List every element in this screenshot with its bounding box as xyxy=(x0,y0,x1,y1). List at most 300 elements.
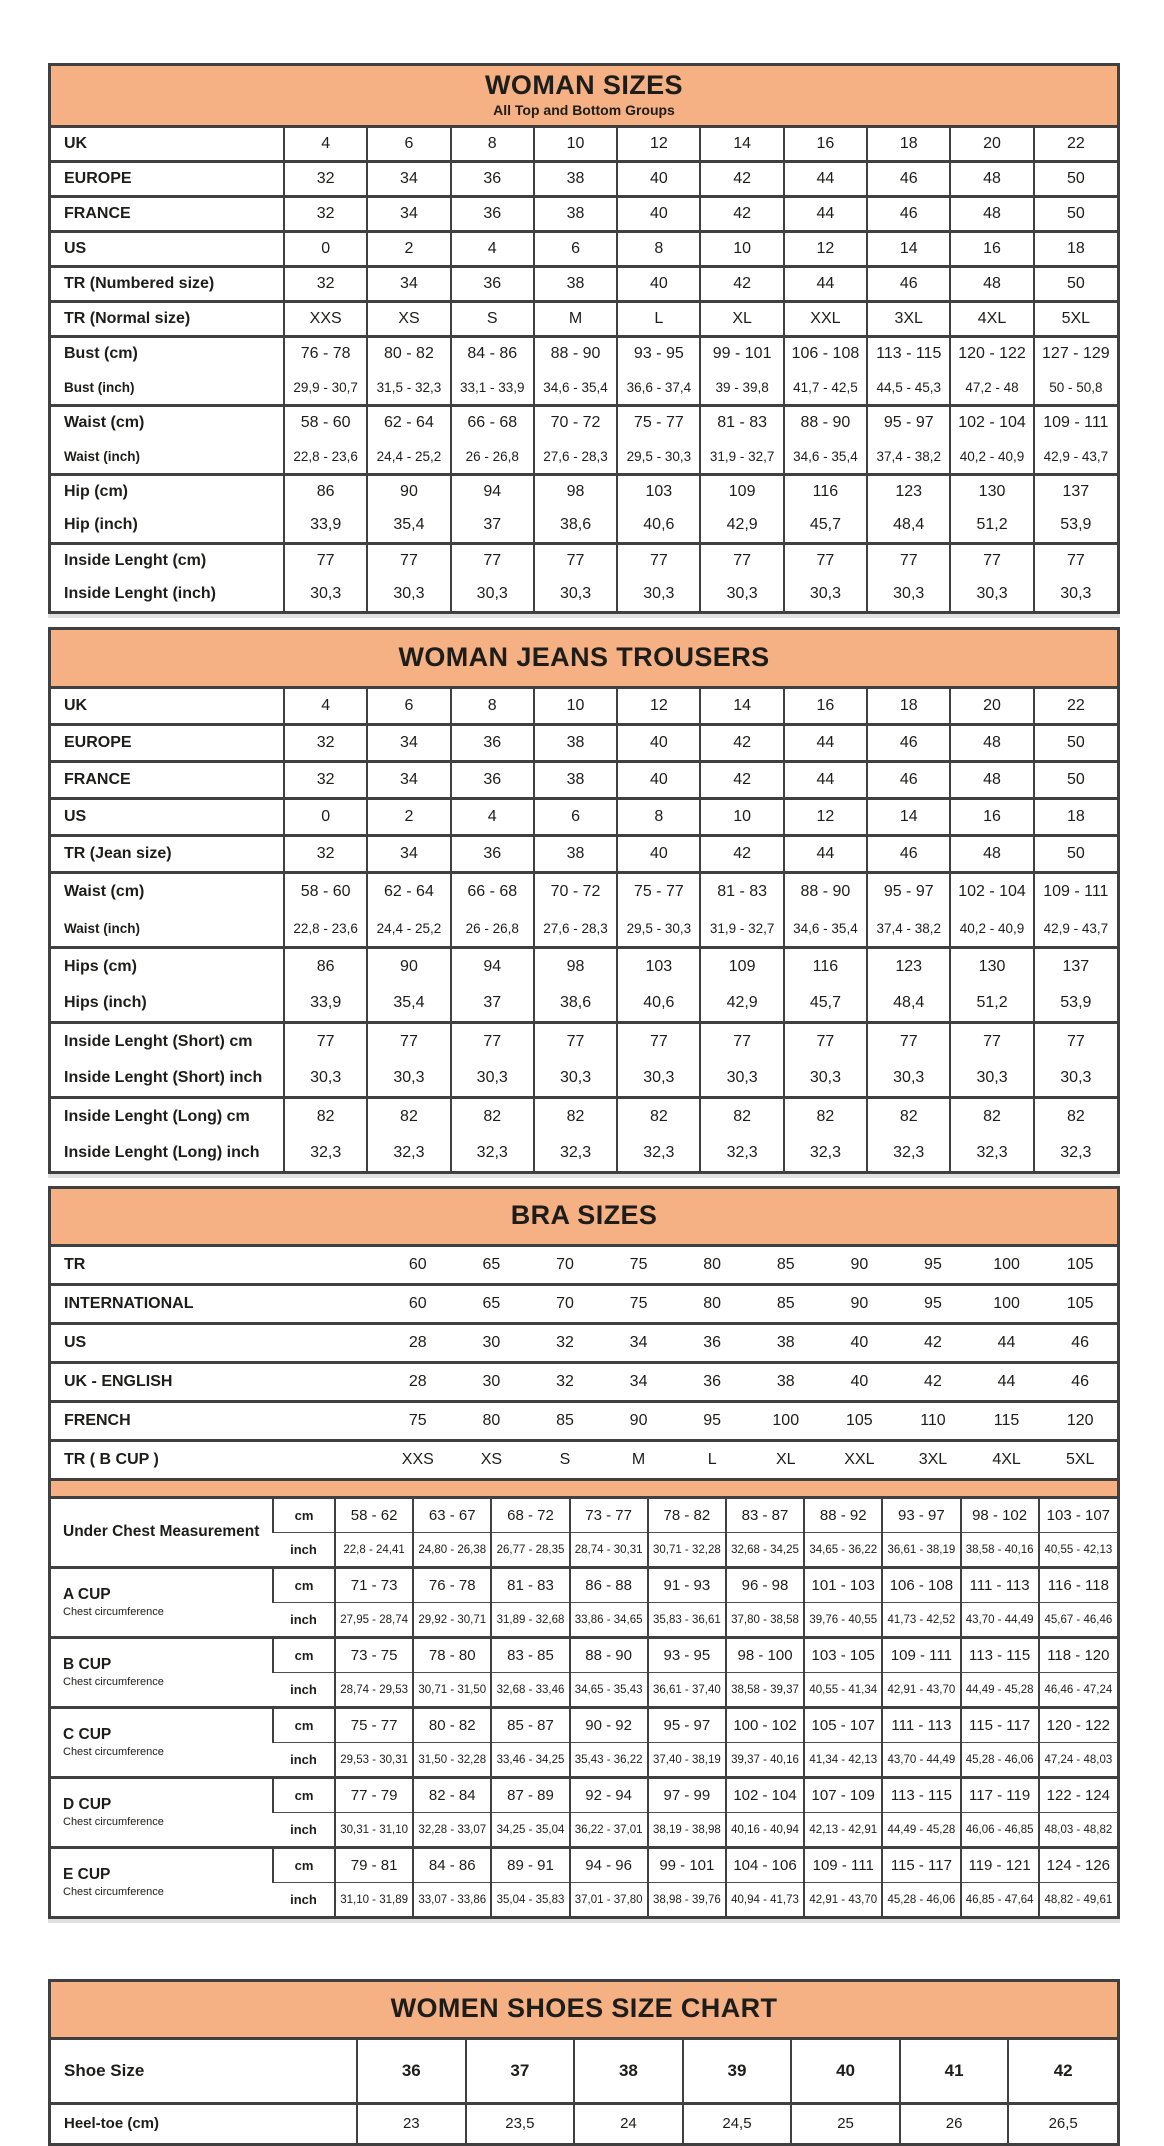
cell: XXS xyxy=(284,301,367,336)
cell: 90 xyxy=(367,948,450,986)
cell: 32,3 xyxy=(534,1135,617,1171)
cell: 38 xyxy=(776,1334,795,1352)
cell: 137 xyxy=(1034,948,1117,986)
cell: 32,28 - 33,07 xyxy=(413,1813,491,1848)
cell: 37,4 - 38,2 xyxy=(867,910,950,948)
cell: 48 xyxy=(950,161,1033,196)
table-row xyxy=(51,1098,1117,1136)
cell: 80 - 82 xyxy=(367,336,450,371)
unit-cell: inch xyxy=(290,1752,317,1768)
cell: 60 xyxy=(408,1295,427,1313)
row-label: Inside Lenght (Long) inch xyxy=(64,1144,260,1162)
cell: 86 - 88 xyxy=(570,1568,648,1603)
cell: 75 - 77 xyxy=(617,405,700,440)
cell: XXL xyxy=(784,301,867,336)
row-label: Hip (inch) xyxy=(64,516,138,534)
cell: 30,3 xyxy=(367,1060,450,1098)
cell: 29,92 - 30,71 xyxy=(413,1603,491,1638)
cell: 39,76 - 40,55 xyxy=(804,1603,882,1638)
cell: 18 xyxy=(1034,799,1117,836)
cell: 16 xyxy=(950,231,1033,266)
cell: 36,61 - 38,19 xyxy=(882,1533,960,1568)
cell: 6 xyxy=(367,689,450,725)
cell: 85 xyxy=(776,1295,795,1313)
cell: 32,68 - 33,46 xyxy=(491,1673,569,1708)
cell: 44 xyxy=(784,762,867,799)
table-row xyxy=(51,509,1117,544)
cell: 73 - 75 xyxy=(335,1638,413,1673)
cell: 28,74 - 29,53 xyxy=(335,1673,413,1708)
cell: 12 xyxy=(617,689,700,725)
cell: 33,46 - 34,25 xyxy=(491,1743,569,1778)
cell: 0 xyxy=(284,231,367,266)
cell: 32,3 xyxy=(784,1135,867,1171)
cell: 36 xyxy=(703,1334,722,1352)
cell: 46 xyxy=(867,725,950,762)
cell: 103 - 105 xyxy=(804,1638,882,1673)
cell: 33,1 - 33,9 xyxy=(451,371,534,406)
cell: 16 xyxy=(784,689,867,725)
table-row xyxy=(51,1708,1117,1743)
table-row xyxy=(51,1060,1117,1098)
cell: 80 xyxy=(703,1256,722,1274)
cell: 39 - 39,8 xyxy=(700,371,783,406)
table-row xyxy=(51,266,1117,301)
table-row xyxy=(51,1499,1117,1533)
cell: 5XL xyxy=(1065,1451,1095,1469)
bra-cup-grid xyxy=(51,1499,1117,1916)
cell: 81 - 83 xyxy=(700,873,783,911)
cell: 4XL xyxy=(950,301,1033,336)
cell: 105 - 107 xyxy=(804,1708,882,1743)
cell: 40 xyxy=(850,1373,869,1391)
cell: 38 xyxy=(534,161,617,196)
cell: 10 xyxy=(700,799,783,836)
cell: 90 xyxy=(367,474,450,509)
cell: 0 xyxy=(284,799,367,836)
row-label: Hips (cm) xyxy=(64,958,137,976)
cell: 4 xyxy=(284,689,367,725)
cell: 42,9 xyxy=(700,985,783,1023)
cell: 26 - 26,8 xyxy=(451,440,534,475)
row-label: UK xyxy=(64,134,88,152)
cell: 24,4 - 25,2 xyxy=(367,910,450,948)
cell: 12 xyxy=(617,128,700,162)
cell: 31,89 - 32,68 xyxy=(491,1603,569,1638)
cell: 14 xyxy=(867,231,950,266)
cell: 36 xyxy=(451,725,534,762)
cell: 103 xyxy=(617,474,700,509)
cell: XS xyxy=(480,1451,503,1469)
cell: 42,9 - 43,7 xyxy=(1034,440,1117,475)
cell: 65 xyxy=(482,1295,501,1313)
cell: 82 xyxy=(284,1098,367,1136)
cell: 23 xyxy=(357,2103,466,2143)
cell: 118 - 120 xyxy=(1039,1638,1117,1673)
cell: 32,3 xyxy=(867,1135,950,1171)
cell: 8 xyxy=(617,231,700,266)
cell: 63 - 67 xyxy=(413,1499,491,1533)
cell: 36,22 - 37,01 xyxy=(570,1813,648,1848)
cell: 29,5 - 30,3 xyxy=(617,910,700,948)
cell: 38 xyxy=(534,836,617,873)
cell: 44,5 - 45,3 xyxy=(867,371,950,406)
cell: 44,49 - 45,28 xyxy=(882,1813,960,1848)
cell: 113 - 115 xyxy=(961,1638,1039,1673)
cell: 90 xyxy=(850,1295,869,1313)
cell: 62 - 64 xyxy=(367,405,450,440)
cell: 58 - 60 xyxy=(284,405,367,440)
cup-sublabel: Chest circumference xyxy=(63,1605,164,1618)
cell: 32,3 xyxy=(950,1135,1033,1171)
cell: 101 - 103 xyxy=(804,1568,882,1603)
cell: 24,4 - 25,2 xyxy=(367,440,450,475)
row-label: Bust (cm) xyxy=(64,345,138,363)
cell: 44 xyxy=(784,266,867,301)
cell: 77 xyxy=(367,1023,450,1061)
cell: 38,58 - 39,37 xyxy=(726,1673,804,1708)
cell: 22 xyxy=(1034,128,1117,162)
cell: 90 - 92 xyxy=(570,1708,648,1743)
cell: 16 xyxy=(784,128,867,162)
cell: 80 xyxy=(482,1412,501,1430)
cell: 34,65 - 35,43 xyxy=(570,1673,648,1708)
cell: 90 xyxy=(629,1412,648,1430)
cell: 95 xyxy=(924,1256,942,1274)
cell: 70 xyxy=(556,1295,574,1313)
cell: 76 - 78 xyxy=(413,1568,491,1603)
cell: 33,9 xyxy=(284,509,367,544)
cell: 70 - 72 xyxy=(534,405,617,440)
row-label: Inside Lenght (Long) cm xyxy=(64,1108,250,1126)
table-row xyxy=(51,336,1117,371)
cell: 109 xyxy=(700,948,783,986)
table-row xyxy=(51,1285,1117,1324)
table-row xyxy=(51,762,1117,799)
row-label: INTERNATIONAL xyxy=(64,1295,194,1313)
cell: 10 xyxy=(534,128,617,162)
cell: 77 xyxy=(284,1023,367,1061)
cell: 24 xyxy=(574,2103,683,2143)
cell: 117 - 119 xyxy=(961,1778,1039,1813)
cell: 81 - 83 xyxy=(491,1568,569,1603)
cell: 37,01 - 37,80 xyxy=(570,1883,648,1917)
cell: 75 - 77 xyxy=(617,873,700,911)
cell: 77 xyxy=(284,543,367,578)
cell: 80 - 82 xyxy=(413,1708,491,1743)
cell: 105 xyxy=(1066,1256,1094,1274)
table-row xyxy=(51,231,1117,266)
cell: 85 - 87 xyxy=(491,1708,569,1743)
cell: 86 xyxy=(284,948,367,986)
shoes-header xyxy=(51,1982,1117,2040)
unit-cell: cm xyxy=(273,1638,335,1673)
cell: 77 xyxy=(367,543,450,578)
cell: 124 - 126 xyxy=(1039,1848,1117,1883)
cell: 78 - 80 xyxy=(413,1638,491,1673)
cell: 34 xyxy=(629,1373,648,1391)
cell: 34,6 - 35,4 xyxy=(534,371,617,406)
cell: 120 xyxy=(1066,1412,1094,1430)
cell: L xyxy=(617,301,700,336)
cell: 45,7 xyxy=(784,985,867,1023)
cell: 48 xyxy=(950,762,1033,799)
cell: 30,3 xyxy=(867,1060,950,1098)
cell: 98 - 100 xyxy=(726,1638,804,1673)
cell: 77 xyxy=(950,1023,1033,1061)
cell: 93 - 95 xyxy=(648,1638,726,1673)
cell: 90 xyxy=(850,1256,869,1274)
table-row xyxy=(51,1778,1117,1813)
row-label: TR (Normal size) xyxy=(64,309,191,327)
cell: 18 xyxy=(1034,231,1117,266)
cell: 32,68 - 34,25 xyxy=(726,1533,804,1568)
cell: 77 xyxy=(784,543,867,578)
cell: 14 xyxy=(867,799,950,836)
cell: 22,8 - 24,41 xyxy=(335,1533,413,1568)
cell: 122 - 124 xyxy=(1039,1778,1117,1813)
cell: 42,91 - 43,70 xyxy=(882,1673,960,1708)
cell: 30,71 - 32,28 xyxy=(648,1533,726,1568)
cell: 32 xyxy=(284,762,367,799)
cell: 46 xyxy=(867,161,950,196)
cell: 36 xyxy=(451,266,534,301)
cell: 30,3 xyxy=(950,578,1033,611)
cell: 82 xyxy=(700,1098,783,1136)
cell: 40 xyxy=(617,762,700,799)
cell: 77 xyxy=(451,543,534,578)
cell: 30,3 xyxy=(700,578,783,611)
cell: 82 xyxy=(534,1098,617,1136)
cell: 14 xyxy=(700,689,783,725)
cell: 31,50 - 32,28 xyxy=(413,1743,491,1778)
cell: 50 xyxy=(1034,196,1117,231)
cell: 123 xyxy=(867,474,950,509)
cell: 77 xyxy=(700,1023,783,1061)
cell: 42 xyxy=(700,725,783,762)
cell: 66 - 68 xyxy=(451,405,534,440)
cell: 6 xyxy=(367,128,450,162)
cell: 34,65 - 36,22 xyxy=(804,1533,882,1568)
cell: 109 - 111 xyxy=(1034,405,1117,440)
cell: 30,3 xyxy=(1034,578,1117,611)
cell: 107 - 109 xyxy=(804,1778,882,1813)
cell: 34,25 - 35,04 xyxy=(491,1813,569,1848)
cell: 32,3 xyxy=(617,1135,700,1171)
cell: 31,5 - 32,3 xyxy=(367,371,450,406)
cell: 37 xyxy=(466,2040,575,2104)
cell: 120 - 122 xyxy=(1039,1708,1117,1743)
unit-cell: inch xyxy=(290,1892,317,1908)
bra-title: BRA SIZES xyxy=(510,1200,658,1231)
cell: 32,3 xyxy=(700,1135,783,1171)
cell: 82 - 84 xyxy=(413,1778,491,1813)
table-row xyxy=(51,128,1117,162)
cell: 84 - 86 xyxy=(451,336,534,371)
cell: 31,9 - 32,7 xyxy=(700,910,783,948)
cell: 95 xyxy=(703,1412,722,1430)
cell: 113 - 115 xyxy=(882,1778,960,1813)
row-label: TR ( B CUP ) xyxy=(64,1451,159,1469)
cell: 8 xyxy=(451,128,534,162)
table-row xyxy=(51,474,1117,509)
table-row xyxy=(51,799,1117,836)
cell: 8 xyxy=(451,689,534,725)
cell: 87 - 89 xyxy=(491,1778,569,1813)
cell: L xyxy=(707,1451,717,1469)
cell: 71 - 73 xyxy=(335,1568,413,1603)
table-row xyxy=(51,1441,1117,1479)
cup-sublabel: Chest circumference xyxy=(63,1675,164,1688)
cell: 77 xyxy=(950,543,1033,578)
cell: 76 - 78 xyxy=(284,336,367,371)
cell: 30 xyxy=(482,1334,501,1352)
cell: 16 xyxy=(950,799,1033,836)
cell: 77 xyxy=(534,543,617,578)
cell: 36 xyxy=(451,161,534,196)
cell: 18 xyxy=(867,128,950,162)
cell: 96 - 98 xyxy=(726,1568,804,1603)
cell: 75 xyxy=(408,1412,427,1430)
row-label: TR (Jean size) xyxy=(64,845,172,863)
cell: 127 - 129 xyxy=(1034,336,1117,371)
row-label: Bust (inch) xyxy=(64,379,135,395)
cell: S xyxy=(559,1451,571,1469)
cell: 38,6 xyxy=(534,509,617,544)
cell: 40,6 xyxy=(617,985,700,1023)
cell: 47,2 - 48 xyxy=(950,371,1033,406)
cell: 30,3 xyxy=(784,1060,867,1098)
row-label: Waist (inch) xyxy=(64,920,140,936)
cell: 4 xyxy=(451,799,534,836)
cell: 30,3 xyxy=(367,578,450,611)
cell: 46,46 - 47,24 xyxy=(1039,1673,1117,1708)
cell: 85 xyxy=(776,1256,795,1274)
row-label: Inside Lenght (Short) cm xyxy=(64,1033,253,1051)
cell: 14 xyxy=(700,128,783,162)
cell: 116 - 118 xyxy=(1039,1568,1117,1603)
unit-cell: cm xyxy=(273,1778,335,1813)
bra-header xyxy=(51,1189,1117,1247)
cell: 30 xyxy=(482,1373,501,1391)
cell: 42 xyxy=(924,1373,942,1391)
cell: 38,19 - 38,98 xyxy=(648,1813,726,1848)
cell: 48,4 xyxy=(867,509,950,544)
cell: 30,3 xyxy=(617,1060,700,1098)
cell: 30,3 xyxy=(284,1060,367,1098)
cell: 32 xyxy=(284,161,367,196)
cell: 40,55 - 41,34 xyxy=(804,1673,882,1708)
cell: 50 xyxy=(1034,725,1117,762)
cell: 24,80 - 26,38 xyxy=(413,1533,491,1568)
cell: 40,16 - 40,94 xyxy=(726,1813,804,1848)
cup-label: C CUP Chest circumference xyxy=(51,1708,273,1778)
cell: 48 xyxy=(950,266,1033,301)
shoes-title: WOMEN SHOES SIZE CHART xyxy=(390,1993,778,2024)
cell: 32,3 xyxy=(1034,1135,1117,1171)
row-label: Inside Lenght (Short) inch xyxy=(64,1069,263,1087)
cell: 35,4 xyxy=(367,509,450,544)
cell: 34,6 - 35,4 xyxy=(784,440,867,475)
cell: 5XL xyxy=(1034,301,1117,336)
cell: 88 - 92 xyxy=(804,1499,882,1533)
cell: 6 xyxy=(534,799,617,836)
cell: 77 xyxy=(700,543,783,578)
cell: 100 xyxy=(993,1256,1020,1274)
cell: 35,43 - 36,22 xyxy=(570,1743,648,1778)
cell: 48,03 - 48,82 xyxy=(1039,1813,1117,1848)
cell: 10 xyxy=(700,231,783,266)
cell: 99 - 101 xyxy=(700,336,783,371)
cell: 34 xyxy=(367,725,450,762)
cell: 51,2 xyxy=(950,509,1033,544)
cell: 50 xyxy=(1034,161,1117,196)
unit-cell: inch xyxy=(290,1542,317,1558)
cell: 77 - 79 xyxy=(335,1778,413,1813)
cell: 30,3 xyxy=(1034,1060,1117,1098)
cell: 68 - 72 xyxy=(491,1499,569,1533)
cell: 45,7 xyxy=(784,509,867,544)
cell: 44 xyxy=(997,1373,1016,1391)
cell: 39 xyxy=(683,2040,792,2104)
cell: 45,28 - 46,06 xyxy=(882,1883,960,1917)
cell: 22,8 - 23,6 xyxy=(284,440,367,475)
table-row xyxy=(51,440,1117,475)
unit-cell: cm xyxy=(273,1568,335,1603)
cell: 60 xyxy=(408,1256,427,1274)
cell: 38 xyxy=(776,1373,795,1391)
cell: 113 - 115 xyxy=(867,336,950,371)
cell: 82 xyxy=(367,1098,450,1136)
cell: 73 - 77 xyxy=(570,1499,648,1533)
cell: 46,06 - 46,85 xyxy=(961,1813,1039,1848)
cell: 44,49 - 45,28 xyxy=(961,1673,1039,1708)
cell: 38,6 xyxy=(534,985,617,1023)
cup-label: Under Chest Measurement xyxy=(63,1523,260,1541)
cell: 43,70 - 44,49 xyxy=(961,1603,1039,1638)
cell: 33,07 - 33,86 xyxy=(413,1883,491,1917)
jeans-title: WOMAN JEANS TROUSERS xyxy=(398,641,770,672)
cell: 42,9 - 43,7 xyxy=(1034,910,1117,948)
cell: 46,85 - 47,64 xyxy=(961,1883,1039,1917)
cell: XL xyxy=(700,301,783,336)
cell: 106 - 108 xyxy=(882,1568,960,1603)
cell: 137 xyxy=(1034,474,1117,509)
table-row xyxy=(51,1324,1117,1363)
unit-cell: inch xyxy=(290,1612,317,1628)
cell: 38 xyxy=(534,725,617,762)
cell: 40,6 xyxy=(617,509,700,544)
cell: 50 xyxy=(1034,762,1117,799)
cell: 40 xyxy=(791,2040,900,2104)
cell: 26,5 xyxy=(1008,2103,1117,2143)
cell: 92 - 94 xyxy=(570,1778,648,1813)
row-label: TR xyxy=(64,1256,86,1274)
cell: 37,4 - 38,2 xyxy=(867,440,950,475)
cell: 51,2 xyxy=(950,985,1033,1023)
row-label: Inside Lenght (cm) xyxy=(64,552,207,570)
cell: 48 xyxy=(950,196,1033,231)
cell: 102 - 104 xyxy=(950,873,1033,911)
cell: 65 xyxy=(482,1256,501,1274)
row-label: Waist (inch) xyxy=(64,448,140,464)
woman-sizes-subtitle: All Top and Bottom Groups xyxy=(493,101,675,118)
cell: 82 xyxy=(1034,1098,1117,1136)
cell: 109 - 111 xyxy=(882,1638,960,1673)
cell: 44 xyxy=(784,836,867,873)
cell: 3XL xyxy=(918,1451,948,1469)
cell: 50 - 50,8 xyxy=(1034,371,1117,406)
